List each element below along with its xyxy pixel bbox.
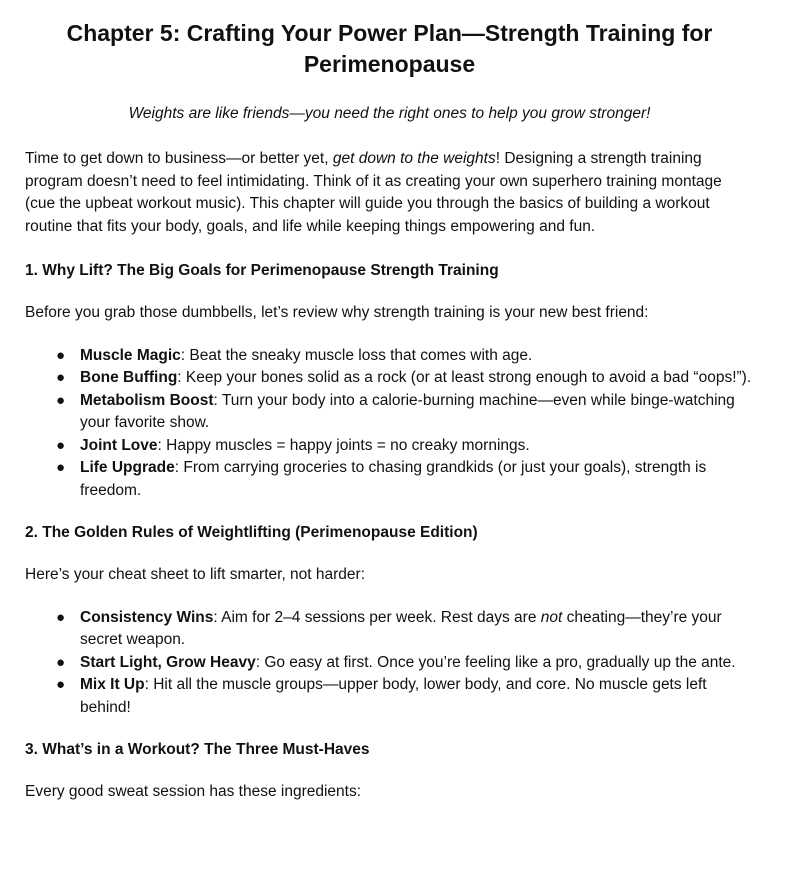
intro-text-end: ! Designing a strength training program doesn’t need to feel intimidating. Think of it as creating your own superhero training montage (cue the upbeat workout music). This chapter will guide you through the basics of building a workout routine that fits your body, goals, and life while keeping things empowering and fun.: [25, 150, 722, 235]
bullet-icon: ●: [56, 346, 66, 364]
list-item-term: Bone Buffing: [80, 369, 178, 386]
list-item: [56, 674, 754, 719]
bullet-icon: ●: [56, 369, 66, 386]
list-item-term: Metabolism Boost: [80, 391, 214, 409]
list-item: [56, 435, 754, 458]
list-item-term: Life Upgrade: [80, 459, 175, 476]
section-1-list: [25, 345, 754, 503]
intro-paragraph: [25, 148, 754, 238]
list-item-text: : Beat the sneaky muscle loss that comes with age.: [180, 346, 533, 364]
intro-text-start: Time to get down to business—or better yet,: [25, 150, 333, 167]
list-item-text: : Hit all the muscle groups—upper body, lower body, and core. No muscle gets left behind!: [80, 676, 707, 716]
section-2-heading: 2. The Golden Rules of Weightlifting (Perimenopause Edition): [25, 524, 478, 541]
list-item-emphasis: not: [540, 608, 563, 626]
list-item: [56, 457, 754, 502]
section-3-lead: Every good sweat session has these ingredients:: [25, 783, 362, 800]
section-2-lead: Here’s your cheat sheet to lift smarter, not harder:: [25, 566, 366, 583]
bullet-icon: ●: [56, 676, 66, 693]
intro-emphasis: get down to the weights: [332, 150, 496, 167]
section-1-heading: 1. Why Lift? The Big Goals for Perimenopause Strength Training: [25, 262, 499, 279]
list-item-text: : From carrying groceries to chasing grandkids (or just your goals), strength is freedom.: [80, 459, 707, 499]
list-item: [56, 607, 754, 652]
list-item-term: Joint Love: [80, 436, 158, 454]
chapter-subtitle: Weights are like friends—you need the right ones to help you grow stronger!: [128, 105, 651, 122]
bullet-icon: ●: [56, 459, 66, 476]
section-2-list: [25, 607, 754, 720]
list-item-term: Consistency Wins: [80, 608, 214, 626]
list-item-text: : Go easy at first. Once you’re feeling like a pro, gradually up the ante.: [255, 653, 736, 671]
list-item-text-end: cheating—they’re your secret weapon.: [80, 608, 722, 648]
list-item: [56, 390, 754, 435]
list-item-text: : Happy muscles = happy joints = no creaky mornings.: [157, 436, 530, 454]
chapter-title: Chapter 5: Crafting Your Power Plan—Strength Training for Perimenopause: [66, 20, 713, 77]
list-item: [56, 367, 754, 390]
bullet-icon: ●: [56, 608, 66, 626]
list-item-term: Start Light, Grow Heavy: [80, 653, 256, 671]
section-1-lead: Before you grab those dumbbells, let’s review why strength training is your new best friend:: [25, 304, 649, 321]
list-item-term: Mix It Up: [80, 676, 145, 693]
list-item: [56, 652, 754, 675]
list-item-text: : Aim for 2–4 sessions per week. Rest days are: [213, 608, 541, 626]
bullet-icon: ●: [56, 436, 66, 454]
bullet-icon: ●: [56, 653, 66, 671]
list-item: [56, 345, 754, 368]
list-item-text: : Turn your body into a calorie-burning machine—even while binge-watching your favorite show.: [80, 391, 735, 431]
section-3-heading: 3. What’s in a Workout? The Three Must-Haves: [25, 741, 370, 758]
list-item-term: Muscle Magic: [80, 346, 181, 364]
list-item-text: : Keep your bones solid as a rock (or at least strong enough to avoid a bad “oops!”).: [177, 369, 752, 386]
bullet-icon: ●: [56, 391, 66, 409]
